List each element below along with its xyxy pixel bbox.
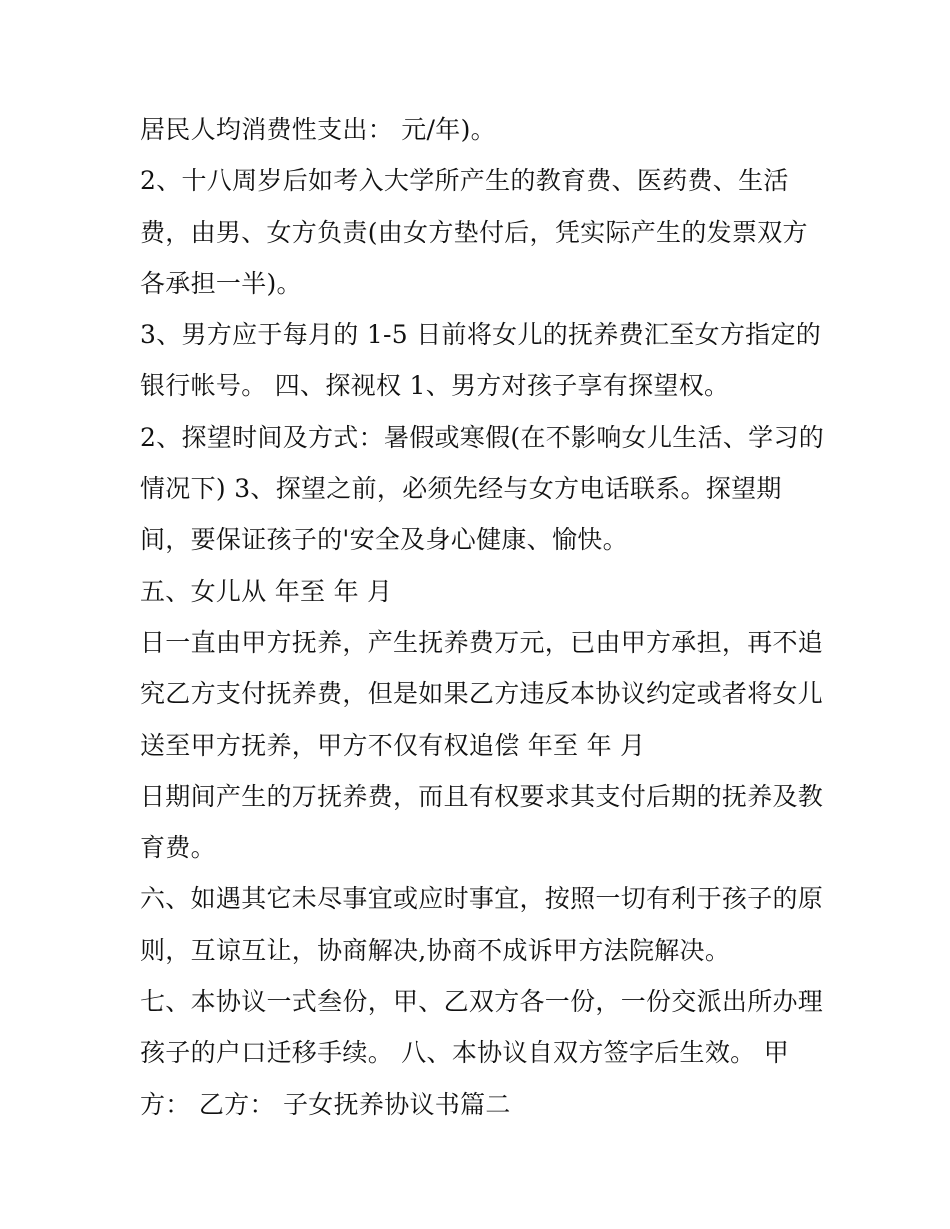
- text-line: 3、男方应于每月的 1-5 日前将女儿的抚养费汇至女方指定的: [140, 320, 822, 350]
- text-line: 育费。: [140, 833, 216, 863]
- text-line: 各承担一半)。: [140, 268, 302, 298]
- text-line: 间，要保证孩子的'安全及身心健康、愉快。: [140, 525, 628, 555]
- text-line: 方： 乙方： 子女抚养协议书篇二: [140, 1089, 511, 1119]
- document-body: [140, 104, 830, 1130]
- text-line: 2、探望时间及方式：暑假或寒假(在不影响女儿生活、学习的: [140, 422, 825, 452]
- text-line: 六、如遇其它未尽事宜或应时事宜，按照一切有利于孩子的原: [140, 884, 824, 914]
- text-line: 究乙方支付抚养费，但是如果乙方违反本协议约定或者将女儿: [140, 679, 824, 709]
- text-line: 日一直由甲方抚养，产生抚养费万元，已由甲方承担，再不追: [140, 627, 824, 657]
- text-line: 情况下) 3、探望之前，必须先经与女方电话联系。探望期: [140, 474, 782, 504]
- text-line: 日期间产生的万抚养费，而且有权要求其支付后期的抚养及教: [140, 781, 824, 811]
- text-line: 送至甲方抚养，甲方不仅有权追偿 年至 年 月: [140, 730, 646, 760]
- text-line: 七、本协议一式叁份，甲、乙双方各一份，一份交派出所办理: [140, 987, 824, 1017]
- text-line: 居民人均消费性支出： 元/年)。: [140, 115, 496, 144]
- text-line: 孩子的户口迁移手续。 八、本协议自双方签字后生效。 甲: [140, 1038, 789, 1068]
- text-line: 则，互谅互让，协商解决,协商不成诉甲方法院解决。: [140, 935, 731, 965]
- text-line: 五、女儿从 年至 年 月: [140, 576, 393, 606]
- text-line: 2、十八周岁后如考入大学所产生的教育费、医药费、生活: [140, 166, 789, 196]
- text-line: 银行帐号。 四、探视权 1、男方对孩子享有探望权。: [140, 371, 730, 401]
- text-line: 费，由男、女方负责(由女方垫付后，凭实际产生的发票双方: [140, 217, 808, 247]
